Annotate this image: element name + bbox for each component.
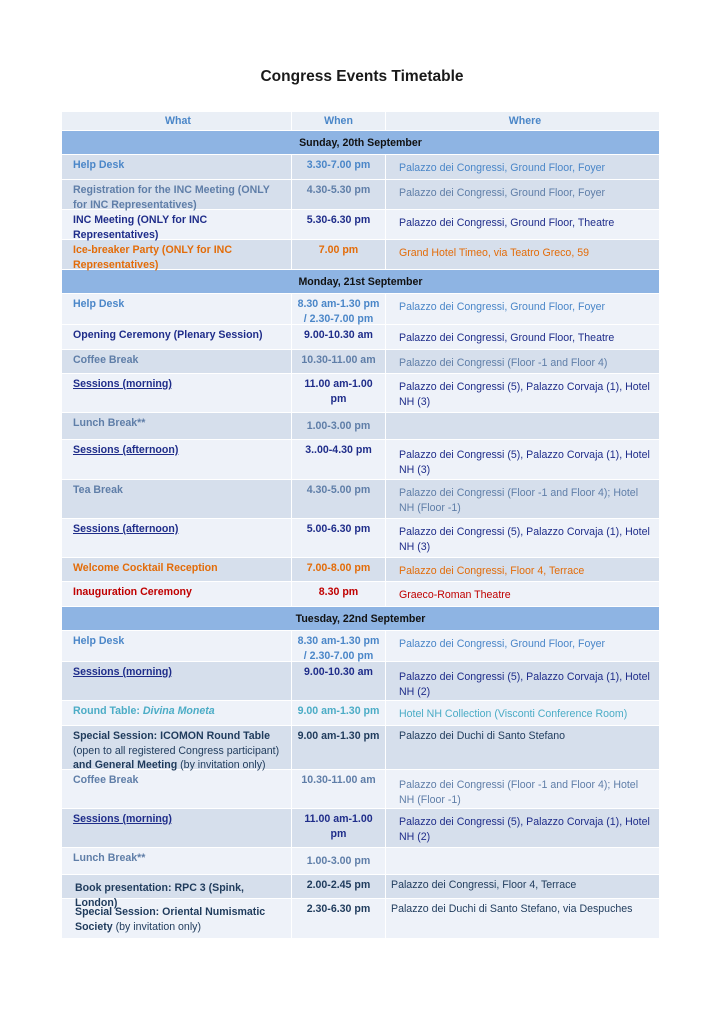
- event-time: 7.00-8.00 pm: [292, 558, 386, 581]
- event-name: Inauguration Ceremony: [62, 582, 292, 606]
- event-name: Sessions (afternoon): [62, 519, 292, 557]
- event-time: 7.00 pm: [292, 240, 386, 269]
- event-name: Coffee Break: [62, 350, 292, 373]
- event-name: Sessions (morning): [62, 374, 292, 412]
- event-name: Help Desk: [62, 631, 292, 661]
- table-row: [62, 294, 659, 325]
- event-time: 5.30-6.30 pm: [292, 210, 386, 239]
- event-time: 1.00-3.00 pm: [292, 413, 386, 439]
- event-name: Help Desk: [62, 294, 292, 324]
- table-row: [62, 848, 659, 875]
- table-row: [62, 374, 659, 413]
- event-location: Grand Hotel Timeo, via Teatro Greco, 59: [399, 247, 589, 259]
- event-time: 8.30 am-1.30 pm / 2.30-7.00 pm: [292, 294, 386, 324]
- event-time: 3..00-4.30 pm: [292, 440, 386, 479]
- session-title: Special Session: Oriental Numismatic Society: [75, 906, 266, 933]
- event-time: 9.00 am-1.30 pm: [292, 701, 386, 725]
- event-location: Palazzo dei Congressi (Floor -1 and Floor 4); Hotel NH (Floor -1): [399, 487, 639, 514]
- event-time: 4.30-5.00 pm: [292, 480, 386, 518]
- header-what: What: [62, 112, 292, 130]
- event-location: Palazzo dei Congressi (5), Palazzo Corvaja (1), Hotel NH (3): [399, 526, 650, 553]
- event-location: Palazzo dei Congressi, Ground Floor, Foyer: [399, 638, 606, 650]
- event-location: Palazzo dei Congressi (5), Palazzo Corvaja (1), Hotel NH (2): [399, 671, 650, 698]
- event-name: Sessions (morning): [62, 662, 292, 700]
- event-location: Palazzo dei Congressi (5), Palazzo Corvaja (1), Hotel NH (3): [399, 381, 650, 408]
- event-location: Palazzo dei Congressi (5), Palazzo Corvaja (1), Hotel NH (3): [399, 449, 650, 476]
- event-name: Registration for the INC Meeting (ONLY for INC Representatives): [62, 180, 292, 209]
- table-header: [62, 112, 659, 131]
- page-title: Congress Events Timetable: [260, 68, 464, 85]
- event-time: 9.00 am-1.30 pm: [292, 726, 386, 769]
- round-table-label: Round Table:: [73, 705, 143, 717]
- table-row: [62, 770, 659, 809]
- event-location: [386, 413, 659, 439]
- event-location: Palazzo dei Congressi, Ground Floor, Theatre: [399, 217, 615, 229]
- event-name: Help Desk: [62, 155, 292, 179]
- event-time: 5.00-6.30 pm: [292, 519, 386, 557]
- event-location: Palazzo dei Congressi, Ground Floor, Foyer: [399, 162, 606, 174]
- event-name: Coffee Break: [62, 770, 292, 808]
- event-name: Lunch Break**: [62, 413, 292, 439]
- event-time: 9.00-10.30 am: [292, 662, 386, 700]
- table-row: [62, 519, 659, 558]
- event-time: 9.00-10.30 am: [292, 325, 386, 349]
- header-where: Where: [508, 115, 542, 127]
- event-time: 8.30 pm: [292, 582, 386, 606]
- event-name: Welcome Cocktail Reception: [62, 558, 292, 581]
- event-name: Opening Ceremony (Plenary Session): [62, 325, 292, 349]
- table-row: [62, 631, 659, 662]
- event-location: Palazzo dei Duchi di Santo Stefano: [399, 730, 566, 742]
- event-time: 11.00 am-1.00 pm: [292, 809, 386, 847]
- event-time: 11.00 am-1.00 pm: [292, 374, 386, 412]
- event-name: Lunch Break**: [62, 848, 292, 874]
- round-table-title: Divina Moneta: [142, 705, 215, 717]
- table-row: [62, 582, 659, 607]
- meeting-title: and General Meeting: [73, 759, 178, 771]
- event-name: Sessions (morning): [62, 809, 292, 847]
- day-heading-sunday: Sunday, 20th September: [62, 131, 659, 155]
- session-note: (by invitation only): [112, 920, 202, 933]
- event-location: Palazzo dei Congressi (Floor -1 and Floor 4): [399, 357, 608, 369]
- event-location: Palazzo dei Congressi, Ground Floor, Foyer: [399, 187, 606, 199]
- event-time: 10.30-11.00 am: [292, 770, 386, 808]
- event-time: 4.30-5.30 pm: [292, 180, 386, 209]
- table-row: [62, 701, 659, 726]
- event-location: Palazzo dei Congressi, Ground Floor, Theatre: [399, 332, 615, 344]
- header-when: When: [292, 112, 386, 130]
- event-time: 1.00-3.00 pm: [292, 848, 386, 874]
- event-name: [62, 899, 292, 938]
- event-time: 2.00-2.45 pm: [292, 875, 386, 898]
- table-row: [62, 325, 659, 350]
- table-row: [62, 210, 659, 240]
- event-name: INC Meeting (ONLY for INC Representatives): [62, 210, 292, 239]
- table-row: [62, 480, 659, 519]
- event-location: Palazzo dei Congressi, Ground Floor, Foyer: [399, 301, 606, 313]
- event-name: Tea Break: [62, 480, 292, 518]
- event-name: [62, 701, 292, 725]
- meeting-note: (by invitation only): [177, 759, 266, 771]
- event-time: 2.30-6.30 pm: [292, 899, 386, 938]
- table-row: [62, 240, 659, 270]
- event-location: [386, 848, 659, 874]
- event-name: Ice-breaker Party (ONLY for INC Representatives): [62, 240, 292, 269]
- event-time: 3.30-7.00 pm: [292, 155, 386, 179]
- event-location: Palazzo dei Congressi (5), Palazzo Corvaja (1), Hotel NH (2): [399, 816, 650, 843]
- event-location: Palazzo dei Congressi (Floor -1 and Floor 4); Hotel NH (Floor -1): [399, 779, 639, 806]
- event-location: Palazzo dei Duchi di Santo Stefano, via Despuches: [391, 903, 633, 915]
- table-row: [62, 350, 659, 374]
- day-heading-tuesday: Tuesday, 22nd September: [62, 607, 659, 631]
- table-row: [62, 413, 659, 440]
- event-name: Sessions (afternoon): [62, 440, 292, 479]
- table-row: [62, 899, 659, 939]
- event-location: Palazzo dei Congressi, Floor 4, Terrace: [399, 565, 585, 577]
- event-location: Graeco-Roman Theatre: [399, 589, 511, 601]
- event-name: [62, 726, 292, 769]
- event-time: 10.30-11.00 am: [292, 350, 386, 373]
- event-location: Hotel NH Collection (Visconti Conference Room): [399, 708, 628, 720]
- table-row: [62, 155, 659, 180]
- timetable: [62, 112, 659, 939]
- event-location: Palazzo dei Congressi, Floor 4, Terrace: [391, 879, 577, 891]
- event-name: Book presentation: RPC 3 (Spink, London): [62, 875, 292, 898]
- table-row: [62, 440, 659, 480]
- session-note: (open to all registered Congress participant): [73, 744, 280, 757]
- table-row: [62, 809, 659, 848]
- table-row: [62, 726, 659, 770]
- session-title: Special Session: ICOMON Round Table: [73, 730, 270, 742]
- event-time: 8.30 am-1.30 pm / 2.30-7.00 pm: [292, 631, 386, 661]
- table-row: [62, 662, 659, 701]
- day-heading-monday: Monday, 21st September: [62, 270, 659, 294]
- table-row: [62, 558, 659, 582]
- table-row: [62, 180, 659, 210]
